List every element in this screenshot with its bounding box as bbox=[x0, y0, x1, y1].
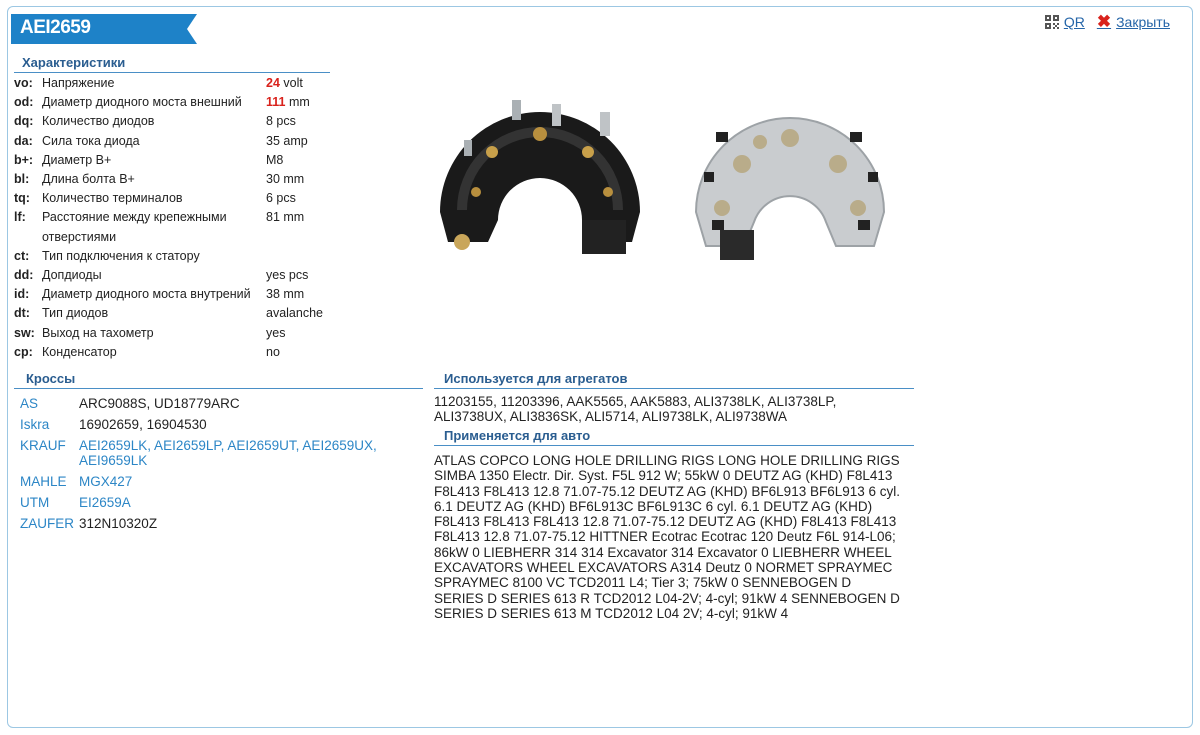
spec-code: da: bbox=[14, 133, 33, 148]
spec-code: dd: bbox=[14, 268, 34, 283]
spec-value bbox=[266, 74, 344, 93]
spec-label: Конденсатор bbox=[42, 344, 117, 359]
spec-code: b+: bbox=[14, 152, 34, 167]
spec-row bbox=[14, 285, 344, 304]
spec-value-text: 81 mm bbox=[266, 210, 305, 225]
spec-value-text: 38 mm bbox=[266, 287, 305, 302]
spec-code: dt: bbox=[14, 306, 30, 321]
spec-row bbox=[14, 208, 344, 246]
qr-label: QR bbox=[1063, 14, 1085, 30]
spec-value bbox=[266, 93, 344, 112]
spec-value-text: M8 bbox=[266, 152, 284, 167]
spec-value-text: yes pcs bbox=[266, 268, 309, 283]
spec-row bbox=[14, 74, 344, 93]
cross-brand-link[interactable]: UTM bbox=[20, 495, 50, 510]
cross-row bbox=[20, 438, 420, 468]
close-link[interactable] bbox=[1097, 14, 1170, 30]
spec-value-text: volt bbox=[279, 76, 303, 90]
spec-label: Тип подключения к статору bbox=[42, 248, 200, 263]
spec-value-text: 6 pcs bbox=[266, 191, 296, 206]
spec-value bbox=[266, 266, 344, 285]
spec-value bbox=[266, 208, 344, 246]
spec-label: Выход на тахометр bbox=[42, 325, 154, 340]
spec-value-text: 35 amp bbox=[266, 133, 308, 148]
specs-table bbox=[14, 74, 344, 362]
applied-heading: Применяется для авто bbox=[434, 428, 914, 446]
cross-values: 16902659, 16904530 bbox=[79, 417, 207, 432]
spec-code: bl: bbox=[14, 172, 30, 187]
crosses-heading: Кроссы bbox=[14, 371, 423, 389]
used-in-text: 11203155, 11203396, AAK5565, AAK5883, ALI3738LK, ALI3738LP, ALI3738UX, ALI3836SK, ALI5714, ALI9738LK, ALI9738WA bbox=[434, 394, 837, 425]
spec-row bbox=[14, 112, 344, 131]
spec-label: Допдиоды bbox=[42, 268, 102, 283]
qr-code-icon bbox=[1045, 15, 1059, 29]
specs-heading: Характеристики bbox=[14, 55, 330, 73]
spec-code: sw: bbox=[14, 325, 35, 340]
cross-values: ARC9088S, UD18779ARC bbox=[79, 396, 240, 411]
spec-label: Тип диодов bbox=[42, 306, 109, 321]
spec-code: tq: bbox=[14, 191, 30, 206]
spec-row bbox=[14, 93, 344, 112]
cross-row bbox=[20, 495, 420, 510]
spec-value bbox=[266, 112, 344, 131]
cross-row bbox=[20, 474, 420, 489]
cross-brand-link[interactable]: ZAUFER bbox=[20, 516, 74, 531]
cross-brand-link[interactable]: AS bbox=[20, 396, 39, 411]
spec-value-text: mm bbox=[285, 95, 310, 110]
cross-brand-link[interactable]: Iskra bbox=[20, 417, 50, 432]
cross-row bbox=[20, 516, 420, 531]
cross-values: 312N10320Z bbox=[79, 516, 158, 531]
spec-value-text: avalanche bbox=[266, 306, 323, 321]
cross-brand-link[interactable]: KRAUF bbox=[20, 438, 66, 453]
spec-code: cp: bbox=[14, 344, 33, 359]
spec-label: Диаметр диодного моста внешний bbox=[42, 95, 242, 110]
spec-label: Диаметр диодного моста внутрений bbox=[42, 287, 251, 302]
spec-row bbox=[14, 132, 344, 151]
spec-value bbox=[266, 170, 344, 189]
applied-text: ATLAS COPCO LONG HOLE DRILLING RIGS LONG HOLE DRILLING RIGS SIMBA 1350 Electr. Dir. Syst. F5L 912 W; 55kW 0 DEUTZ AG (KHD) F8L413 F8L413 F8L413 12.8 71.07-75.12 DEUTZ AG (KHD) BF6L913 BF6L913 6 cyl. 6.1 DEUTZ AG (KHD) BF6L913C BF6L913C 6 cyl. 6.1 DEUTZ AG (KHD) F8L413 F8L413 F8L413 12.8 71.07-75.12 DEUTZ AG (KHD) F8L413 F8L413 F8L413 12.8 71.07-75.12 HITTNER Ecotrac Ecotrac 120 Deutz F6L 914-L06; 86kW 0 LIEBHERR 314 314 Excavator 314 Excavator 0 LIEBHERR WHEEL EXCAVATORS WHEEL EXCAVATORS A314 Deutz 0 NORMET SPRAYMEC SPRAYMEC 8100 VC TCD2011 L4; Tier 3; 75kW 0 SENNEBOGEN D SERIES D SERIES 613 R TCD2012 L04-2V; 4-cyl; 91kW 4 SENNEBOGEN D SERIES D SERIES 613 M TCD2012 L04 2V; 4-cyl; 91kW 4 bbox=[434, 453, 901, 621]
spec-value bbox=[266, 343, 344, 362]
top-actions bbox=[1045, 14, 1170, 30]
cross-row bbox=[20, 417, 420, 432]
spec-code: vo: bbox=[14, 76, 33, 90]
spec-code: ct: bbox=[14, 248, 30, 263]
spec-label: Длина болта B+ bbox=[42, 172, 135, 187]
cross-values[interactable]: MGX427 bbox=[79, 474, 133, 489]
spec-row bbox=[14, 304, 344, 323]
spec-label: Сила тока диода bbox=[42, 133, 140, 148]
cross-values[interactable]: EI2659A bbox=[79, 495, 131, 510]
spec-code: id: bbox=[14, 287, 30, 302]
spec-row bbox=[14, 247, 344, 266]
spec-value-highlight: 111 bbox=[266, 95, 286, 110]
spec-label: Диаметр B+ bbox=[42, 152, 112, 167]
spec-row bbox=[14, 324, 344, 343]
spec-value-text: 8 pcs bbox=[266, 114, 296, 129]
cross-brand-link[interactable]: MAHLE bbox=[20, 474, 67, 489]
spec-value bbox=[266, 324, 344, 343]
spec-value bbox=[266, 247, 344, 266]
crosses-list bbox=[20, 396, 420, 537]
spec-label: Количество диодов bbox=[42, 114, 155, 129]
spec-code: od: bbox=[14, 95, 34, 110]
spec-value bbox=[266, 151, 344, 170]
spec-row bbox=[14, 343, 344, 362]
spec-code: lf: bbox=[14, 210, 26, 225]
spec-row bbox=[14, 189, 344, 208]
spec-row bbox=[14, 170, 344, 189]
product-photo-back bbox=[690, 92, 890, 274]
spec-label: Напряжение bbox=[42, 76, 115, 90]
spec-row bbox=[14, 266, 344, 285]
spec-label: Количество терминалов bbox=[42, 191, 183, 206]
cross-row bbox=[20, 396, 420, 411]
spec-value-text: yes bbox=[266, 325, 286, 340]
used-in-heading: Используется для агрегатов bbox=[434, 371, 914, 389]
spec-row bbox=[14, 151, 344, 170]
cross-values[interactable]: AEI2659LK, AEI2659LP, AEI2659UT, AEI2659UX, AEI9659LK bbox=[79, 438, 377, 468]
spec-label: Расстояние между крепежными отверстиями bbox=[42, 210, 227, 244]
product-photo-front bbox=[432, 92, 648, 274]
close-label: Закрыть bbox=[1116, 14, 1170, 30]
page-title: AEI2659 bbox=[20, 17, 91, 38]
spec-value bbox=[266, 132, 344, 151]
spec-value bbox=[266, 304, 344, 323]
spec-value bbox=[266, 285, 344, 304]
close-x-icon: ✖ bbox=[1096, 12, 1112, 31]
spec-value-text: no bbox=[266, 344, 280, 359]
qr-link[interactable] bbox=[1045, 14, 1085, 30]
spec-value-text: 30 mm bbox=[266, 172, 305, 187]
spec-value-highlight: 24 bbox=[266, 76, 280, 90]
spec-code: dq: bbox=[14, 114, 34, 129]
spec-value bbox=[266, 189, 344, 208]
